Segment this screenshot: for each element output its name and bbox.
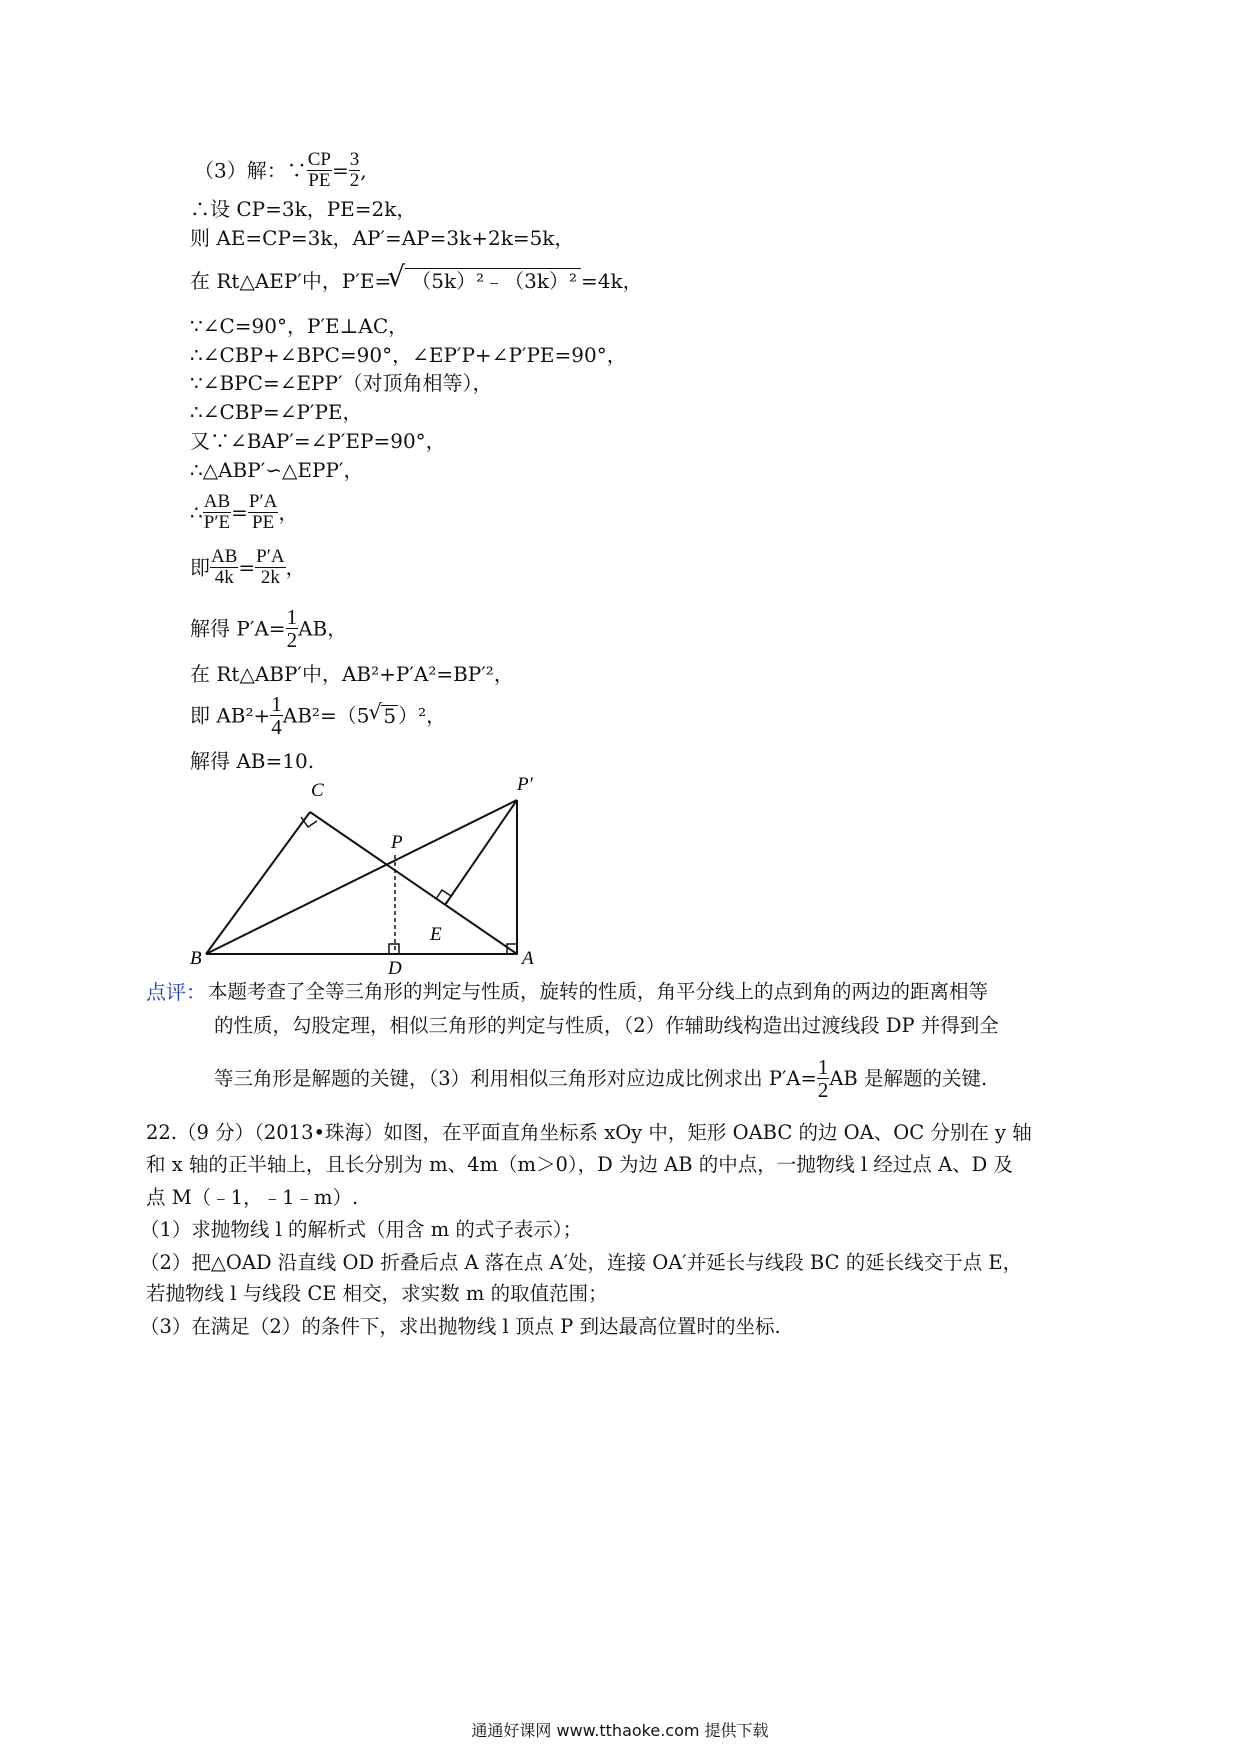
solution-line-6: ∴∠CBP+∠BPC=90°，∠EP′P+∠P′PE=90°， — [190, 343, 627, 367]
denominator: P′E — [203, 511, 231, 533]
q22-part-1: （1）求抛物线 l 的解析式（用含 m 的式子表示）； — [140, 1218, 583, 1241]
comment-label: 点评： — [146, 980, 206, 1004]
fraction — [255, 547, 285, 588]
fraction — [248, 492, 278, 533]
segment-BC — [206, 812, 310, 954]
solution-line-4 — [190, 268, 643, 291]
label-A: A — [522, 948, 534, 969]
solution-line-14: 在 Rt△ABP′中，AB²+P′A²=BP′²， — [190, 662, 514, 686]
equals: = — [231, 500, 248, 525]
solution-line-10: ∴△ABP′∽△EPP′， — [190, 458, 364, 482]
line-text: =4k， — [580, 269, 643, 293]
denominator: 2 — [349, 169, 360, 191]
punct: ， — [278, 500, 299, 525]
label-P-prime: P′ — [517, 774, 533, 795]
fraction — [210, 547, 238, 588]
square-root: √ 5 — [381, 705, 398, 726]
denominator: PE — [308, 169, 331, 191]
fraction — [203, 492, 231, 533]
numerator: 3 — [349, 149, 360, 170]
segment-BP-prime — [206, 800, 517, 954]
solution-line-9: 又∵∠BAP′=∠P′EP=90°， — [190, 429, 446, 453]
solution-line-1 — [194, 150, 367, 191]
solution-line-2: ∴设 CP=3k，PE=2k， — [190, 197, 417, 221]
solution-line-7: ∵∠BPC=∠EPP′（对顶角相等）， — [190, 371, 493, 395]
numerator: P′A — [248, 491, 278, 512]
solution-line-11 — [190, 492, 298, 533]
denominator: 2 — [817, 1078, 829, 1103]
q22-part-2a: （2）把△OAD 沿直线 OD 折叠后点 A 落在点 A′处，连接 OA′并延长与线段 BC 的延长线交于点 E， — [140, 1251, 1023, 1274]
q22-part-2b: 若抛物线 l 与线段 CE 相交，求实数 m 的取值范围； — [146, 1282, 608, 1305]
denominator: PE — [252, 511, 275, 533]
comment-line-2: 的性质，勾股定理，相似三角形的判定与性质，（2）作辅助线构造出过渡线段 DP 并得到全 — [214, 1014, 999, 1037]
fraction — [817, 1056, 830, 1101]
denominator: 4 — [271, 715, 282, 740]
line-text: AB²=（5 — [282, 703, 370, 728]
line-text: （3）解：∵ — [194, 158, 307, 183]
q22-line-2: 和 x 轴的正半轴上，且长分别为 m、4m（m＞0），D 为边 AB 的中点，一抛物线 l 经过点 A、D 及 — [146, 1153, 1014, 1176]
right-angle-D — [389, 944, 399, 954]
solution-line-15 — [190, 693, 446, 738]
footer-text: 通通好课网 www.tthaoke.com 提供下载 — [471, 1721, 769, 1740]
q22-line-3: 点 M（﹣1，﹣1﹣m）. — [146, 1186, 359, 1209]
solution-line-16: 解得 AB=10. — [190, 749, 315, 773]
line-text: 等三角形是解题的关键，（3）利用相似三角形对应边成比例求出 P′A= — [214, 1066, 817, 1090]
line-text: 即 — [190, 555, 210, 580]
numerator: 1 — [817, 1055, 829, 1079]
solution-line-12 — [190, 547, 306, 588]
q22-part-3: （3）在满足（2）的条件下，求出抛物线 l 顶点 P 到达最高位置时的坐标. — [140, 1315, 781, 1338]
numerator: P′A — [256, 546, 285, 567]
equals: = — [238, 555, 256, 580]
geometry-figure — [180, 770, 580, 980]
solution-line-5: ∵∠C=90°，P′E⊥AC， — [190, 314, 409, 338]
line-text: 即 AB²+ — [190, 703, 271, 728]
label-D: D — [388, 958, 402, 979]
line-text: ∴ — [190, 500, 203, 525]
segment-EP-prime — [445, 800, 517, 905]
line-text: 在 Rt△AEP′中，P′E= — [190, 269, 392, 293]
segment-CA — [310, 812, 517, 954]
label-C: C — [311, 780, 324, 801]
square-root: √ （5k）²﹣（3k）² — [405, 268, 581, 291]
fraction — [286, 606, 299, 651]
numerator: CP — [307, 149, 331, 170]
fraction — [270, 693, 283, 738]
line-text: 解得 P′A= — [190, 616, 286, 641]
equals: = — [331, 158, 349, 183]
denominator: 2k — [260, 566, 280, 588]
denominator: 4k — [214, 566, 234, 588]
q22-line-1: 22.（9 分）（2013•珠海）如图，在平面直角坐标系 xOy 中，矩形 OABC 的边 OA、OC 分别在 y 轴 — [146, 1121, 1032, 1144]
comment-line-3 — [214, 1056, 987, 1101]
label-E: E — [430, 924, 442, 945]
right-angle-E — [436, 890, 451, 899]
line-text: AB 是解题的关键. — [829, 1066, 988, 1090]
comment-line-1: 本题考查了全等三角形的判定与性质，旋转的性质，角平分线上的点到角的两边的距离相等 — [208, 980, 989, 1003]
fraction — [307, 150, 332, 191]
label-B: B — [190, 948, 202, 969]
numerator: 1 — [271, 692, 282, 716]
line-text: ）²， — [398, 703, 447, 728]
numerator: 1 — [286, 605, 298, 629]
numerator: AB — [203, 491, 231, 512]
solution-line-13 — [190, 606, 347, 651]
punct: ， — [285, 555, 306, 580]
denominator: 2 — [286, 628, 298, 653]
fraction — [349, 150, 361, 191]
solution-line-8: ∴∠CBP=∠P′PE， — [190, 400, 363, 424]
solution-line-3: 则 AE=CP=3k，AP′=AP=3k+2k=5k， — [190, 226, 575, 250]
label-P: P — [391, 832, 403, 853]
punct: , — [360, 158, 367, 183]
line-text: AB， — [298, 616, 348, 641]
numerator: AB — [211, 546, 238, 567]
